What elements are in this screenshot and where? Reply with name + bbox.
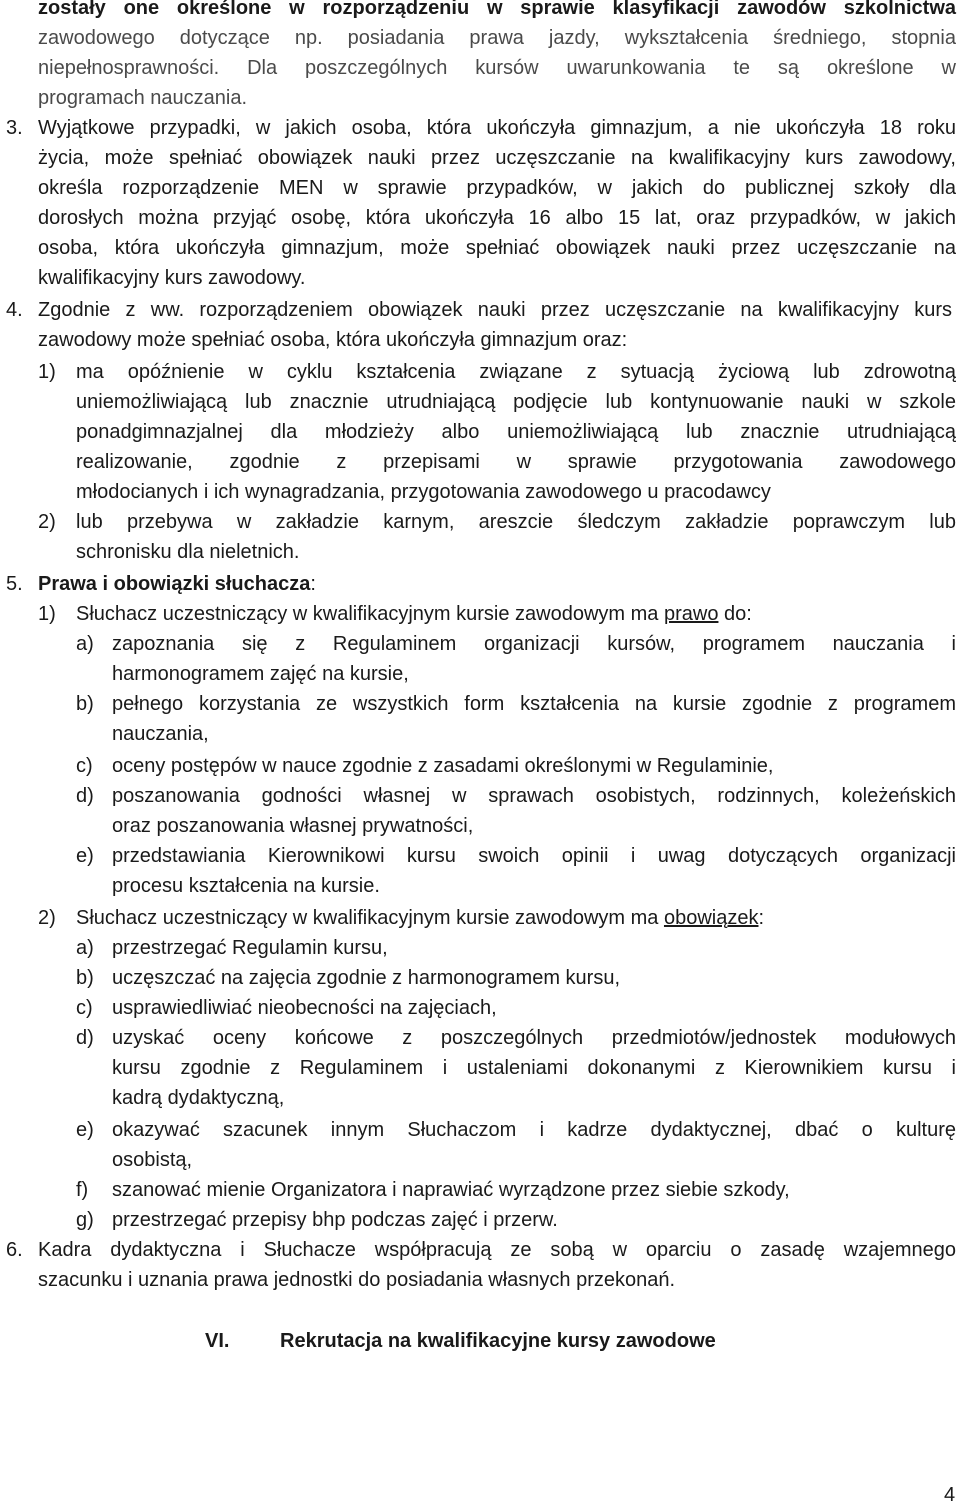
item-5-sub-2-marker: 2) [38,907,56,929]
list-marker: e) [76,845,94,867]
list-item-line: nauczania, [112,723,209,745]
list-marker: b) [76,967,94,989]
page-number: 4 [944,1484,956,1506]
intro-line-1: zostały one określone w rozporządzeniu w sprawie klasyfikacji zawodów szkolnictwa [38,0,956,19]
list-item-line: przestrzegać przepisy bhp podczas zajęć i przerw. [112,1209,558,1231]
section-number: VI. [205,1330,230,1352]
item-5-title: Prawa i obowiązki słuchacza [38,573,311,595]
list-item-line: poszanowania godności własnej w sprawach osobistych, rodzinnych, koleżeńskich [112,785,956,807]
item-4-sub-1-line: realizowanie, zgodnie z przepisami w sprawie przygotowania zawodowego [76,451,956,473]
item-4-sub-1-line: uniemożliwiającą lub znacznie utrudniającą podjęcie lub kontynuowanie nauki w szkole [76,391,956,413]
list-item-line: przedstawiania Kierownikowi kursu swoich opinii i uwag dotyczących organizacji [112,845,956,867]
item-3-line: osoba, która ukończyła gimnazjum, może spełniać obowiązek nauki przez uczęszczanie na [38,237,956,259]
intro-line-2: zawodowego dotyczące np. posiadania prawa jazdy, wykształcenia średniego, stopnia [38,27,956,49]
item-5-sub-1-line [76,600,752,628]
item-3-line: dorosłych można przyjąć osobę, która ukończyła 16 albo 15 lat, oraz przypadków, w jakich [38,207,956,229]
list-item-line: oceny postępów w nauce zgodnie z zasadami określonymi w Regulaminie, [112,755,774,777]
list-item-line: procesu kształcenia na kursie. [112,875,380,897]
item-5-sub-2-line [76,904,764,932]
list-marker: c) [76,997,93,1019]
list-item-line: usprawiedliwiać nieobecności na zajęciach, [112,997,497,1019]
item-4-line: zawodowy może spełniać osoba, która ukończyła gimnazjum oraz: [38,329,628,351]
item-4-sub-1-line: młodocianych i ich wynagradzania, przygotowania zawodowego u pracodawcy [76,481,771,503]
list-marker: g) [76,1209,94,1231]
item-4-sub-2-line: schronisku dla nieletnich. [76,541,300,563]
item-4-sub-2-line: lub przebywa w zakładzie karnym, areszcie śledczym zakładzie poprawczym lub [76,511,956,533]
list-item-line: harmonogramem zajęć na kursie, [112,663,409,685]
item-5-sub-1-text: Słuchacz uczestniczący w kwalifikacyjnym kursie zawodowym ma [76,603,664,625]
list-item-line: pełnego korzystania ze wszystkich form kształcenia na kursie zgodnie z programem [112,693,956,715]
list-marker: d) [76,785,94,807]
item-6-line: Kadra dydaktyczna i Słuchacze współpracują ze sobą w oparciu o zasadę wzajemnego [38,1239,956,1261]
item-4-sub-1-line: ma opóźnienie w cyklu kształcenia związane z sytuacją życiową lub zdrowotną [76,361,956,383]
item-3-line: określa rozporządzenie MEN w sprawie przypadków, w jakich do publicznej szkoły dla [38,177,956,199]
obowiazek-keyword: obowiązek [663,907,759,929]
item-4-sub-1-marker: 1) [38,361,56,383]
list-marker: e) [76,1119,94,1141]
list-item-line: zapoznania się z Regulaminem organizacji kursów, programem nauczania i [112,633,956,655]
prawo-keyword: prawo [663,603,719,625]
item-4-sub-2-marker: 2) [38,511,56,533]
item-5-sub-2-text: Słuchacz uczestniczący w kwalifikacyjnym kursie zawodowym ma [76,907,664,929]
item-3-line: Wyjątkowe przypadki, w jakich osoba, która ukończyła gimnazjum, a nie ukończyła 18 roku [38,117,956,139]
list-marker: b) [76,693,94,715]
item-6-number: 6. [6,1239,23,1261]
list-item-line: osobistą, [112,1149,193,1171]
list-item-line: przestrzegać Regulamin kursu, [112,937,388,959]
intro-line-3: niepełnosprawności. Dla poszczególnych kursów uwarunkowania te są określone w [38,57,956,79]
item-3-line: życia, może spełniać obowiązek nauki przez uczęszczanie na kwalifikacyjny kurs zawodowy, [38,147,956,169]
intro-line-4: programach nauczania. [38,87,248,109]
item-4-number: 4. [6,299,23,321]
list-marker: f) [76,1179,89,1201]
item-4-line: Zgodnie z ww. rozporządzeniem obowiązek nauki przez uczęszczanie na kwalifikacyjny kurs [38,299,952,321]
item-5-sub-1-marker: 1) [38,603,56,625]
list-item-line: szanować mienie Organizatora i naprawiać wyrządzone przez siebie szkody, [112,1179,790,1201]
list-item-line: oraz poszanowania własnej prywatności, [112,815,474,837]
item-5-colon: : [310,573,316,595]
list-item-line: okazywać szacunek innym Słuchaczom i kadrze dydaktycznej, dbać o kulturę [112,1119,956,1141]
item-5-sub-2-text-after: : [758,907,765,929]
item-4-sub-1-line: ponadgimnazjalnej dla młodzieży albo uniemożliwiającą lub znacznie utrudniającą [76,421,956,443]
item-5-sub-1-text-after: do: [718,603,752,625]
list-marker: a) [76,633,94,655]
item-5-number: 5. [6,573,23,595]
item-3-line: kwalifikacyjny kurs zawodowy. [38,267,306,289]
list-item-line: kursu zgodnie z Regulaminem i ustaleniami dokonanymi z Kierownikiem kursu i [112,1057,956,1079]
list-marker: a) [76,937,94,959]
list-marker: d) [76,1027,94,1049]
section-title: Rekrutacja na kwalifikacyjne kursy zawodowe [280,1330,716,1352]
list-marker: c) [76,755,93,777]
list-item-line: uzyskać oceny końcowe z poszczególnych przedmiotów/jednostek modułowych [112,1027,956,1049]
list-item-line: kadrą dydaktyczną, [112,1087,285,1109]
item-5-heading [38,570,316,598]
list-item-line: uczęszczać na zajęcia zgodnie z harmonogramem kursu, [112,967,621,989]
item-3-number: 3. [6,117,23,139]
item-6-line: szacunku i uznania prawa jednostki do posiadania własnych przekonań. [38,1269,676,1291]
